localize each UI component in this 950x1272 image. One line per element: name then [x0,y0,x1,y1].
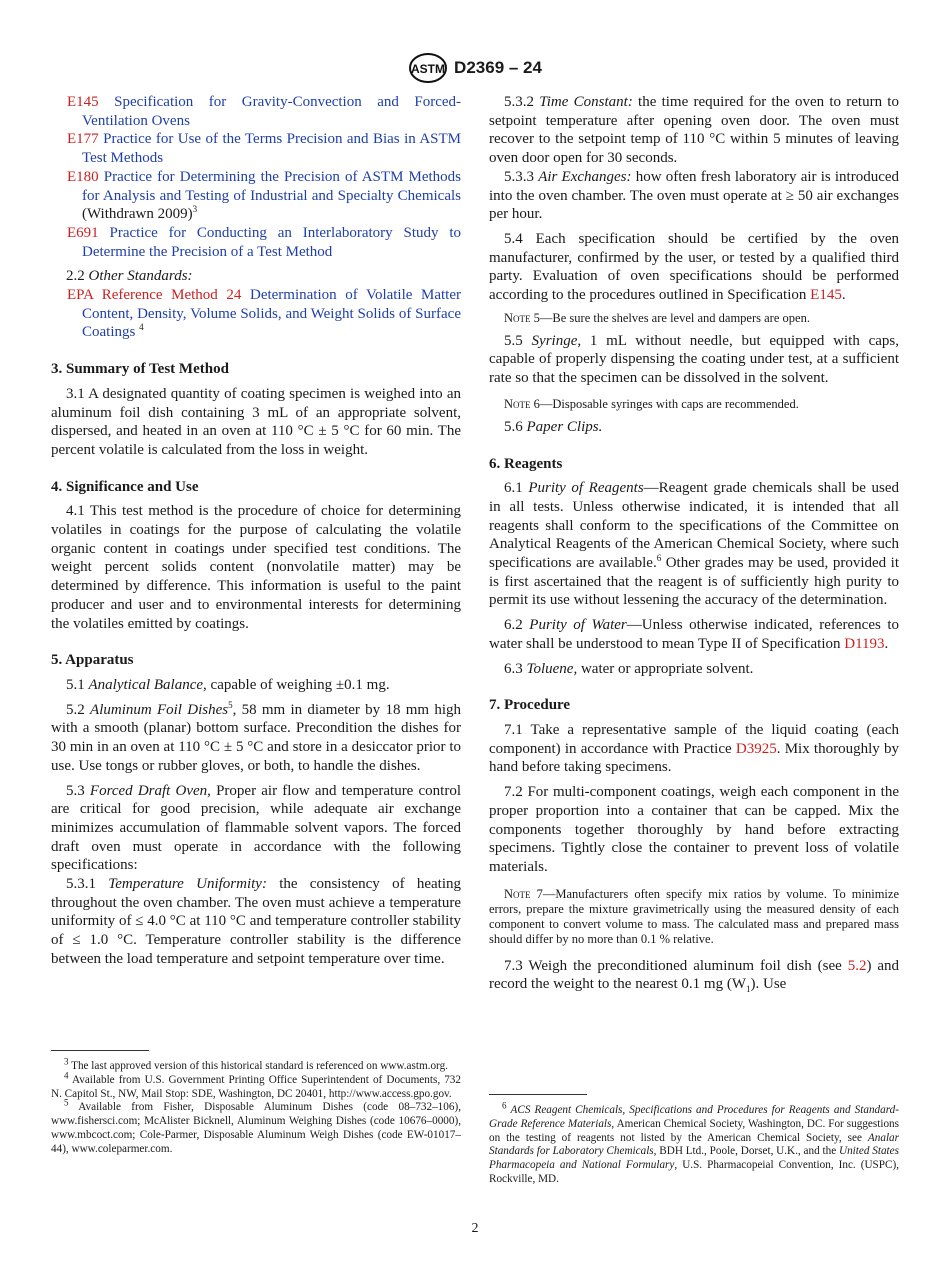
para-5-1: 5.1 Analytical Balance, capable of weighing ±0.1 mg. [66,676,390,693]
page-header [0,52,950,84]
footnote-divider [51,1050,149,1051]
section-3-heading: 3. Summary of Test Method [51,361,229,378]
reference-e180 [51,168,461,224]
ref-code-link[interactable]: E177 [67,131,99,148]
ref-code-link[interactable]: EPA Reference Method 24 [67,287,242,304]
footnote-ref: 6 [656,553,662,564]
para-7-1: 7.1 Take a representative sample of the liquid coating (each component) in accordance with Practice D3925. Mix thoroughly by hand before taking specimens. [489,721,899,776]
para-3-1: 3.1 A designated quantity of coating specimen is weighed into an aluminum foil dish containing 3 mL of an appropriate solvent, dispersed, and heated in an oven at 110 °C ± 5 °C for 60 min. The percent volatile is calculated from the loss in weight. [51,385,461,458]
para-6-3: 6.3 Toluene, water or appropriate solvent. [504,660,754,677]
note-6: Note 6—Disposable syringes with caps are recommended. [504,396,799,411]
note-5: Note 5—Be sure the shelves are level and dampers are open. [504,310,810,325]
footnote-ref: 3 [192,204,198,215]
para-7-2: 7.2 For multi-component coatings, weigh each component in the proper proportion into a container that can be capped. Mix the components together thoroughly by hand before extracting specimens. Tightly close the container to prevent loss of volatile materials. [489,784,899,875]
ref-code-link[interactable]: E180 [67,168,99,185]
para-5-3: 5.3 Forced Draft Oven, Proper air flow and temperature control are critical for good precision, while adequate air exchange minimizes accumulation of flammable solvent vapors. The forced draft oven must operate in accordance with the following specifications: [51,782,461,874]
practice-link-d3925[interactable]: D3925 [735,740,777,757]
left-footnotes [51,1056,461,1157]
para-6-1: 6.1 Purity of Reagents—Reagent grade chemicals shall be used in all tests. Unless otherwise indicated, it is intended that all reagents shall conform to the specifications of the Committee on Analytical Reagents of the American Chemical Society, where such specifications are available.$^6$ Other grades may be used, provided it is first ascertained that the reagent is of sufficiently high purity to permit its use without lessening the accuracy of the determination. [489,480,899,609]
section-link-5-2[interactable]: 5.2 [847,957,867,974]
spec-link-d1193[interactable]: D1193 [844,635,885,652]
reference-e145 [51,93,461,130]
astm-logo-icon [408,52,448,84]
para-5-3-1: 5.3.1 Temperature Uniformity: the consistency of heating throughout the oven chamber. The oven must achieve a temperature uniformity of ≤ 4.0 °C at 110 °C and temperature controller stability of ≤ 1.0 °C. Temperature controller stability is the difference between the load temperature and setpoint temperature over time. [51,876,461,967]
ref-title-link[interactable]: Practice for Determining the Precision of ASTM Methods for Analysis and Testing of Industrial and Specialty Chemicals [82,168,461,204]
section-6-heading: 6. Reagents [489,455,563,472]
reference-e691 [51,224,461,261]
other-standards-heading: 2.2 Other Standards: [66,268,193,285]
para-5-2: 5.2 Aluminum Foil Dishes$^5$, 58 mm in diameter by 18 mm high with a smooth (planar) bottom surface. Precondition the dishes for 30 min in an oven at 110 °C ± 5 °C and store in a desiccator prior to use. Use tongs or rubber gloves, or both, to handle the dishes. [51,699,461,774]
ref-code-link[interactable]: E145 [67,94,99,110]
para-6-2: 6.2 Purity of Water—Unless otherwise indicated, references to water shall be understood to mean Type II of Specification D1193. [489,617,899,652]
footnote-ref: 5 [228,699,233,710]
para-5-6: 5.6 Paper Clips. [504,418,603,435]
section-4-heading: 4. Significance and Use [51,478,199,495]
footnote-5: $^5$ Available from Fisher, Disposable Aluminum Dishes (code 08–732–106), www.fishersci.com; McAlister Bicknell, Aluminum Weighing Dishes (code 10676–0000), www.mbcoct.com; Cole-Parmer, Disposable Aluminum Weigh Dishes (code EW-01017–44), www.coleparmer.com. [51,1097,461,1155]
para-5-3-2: 5.3.2 Time Constant: the time required for the oven to return to setpoint temperature after opening oven door. The oven must recover to the setpoint temp of 110 °C within 5 minutes of leaving oven door open for 30 seconds. [489,94,899,167]
para-5-5: 5.5 Syringe, 1 mL without needle, but equipped with caps, capable of properly dispensing the coating under test, at a sufficient rate so that the specimen can be dissolved in the solvent. [489,332,899,387]
ref-title-link[interactable]: Practice for Use of the Terms Precision and Bias in ASTM Test Methods [82,131,462,167]
left-column [51,93,461,969]
document-number: D2369 – 24 [454,58,542,77]
reference-e177 [51,130,461,167]
ref-title-link[interactable]: Practice for Conducting an Interlaboratory Study to Determine the Precision of a Test Method [82,224,461,260]
para-7-3: 7.3 Weigh the preconditioned aluminum foil dish (see 5.2) and record the weight to the nearest 0.1 mg $(W_1)$. Use [489,957,900,995]
section-5-heading: 5. Apparatus [51,652,134,669]
note-7: Note 7—Manufacturers often specify mix ratios by volume. To minimize errors, prepare the mixture gravimetrically using the measured density of each component to convert volume to mass. The calculated mass and prepared mass should differ by no more than 0.1 % relative. [489,886,899,946]
footnote-4: $^4$ Available from U.S. Government Printing Office Superintendent of Documents, 732 N. Capitol St., NW, Mail Stop: SDE, Washington, DC 20401, http://www.access.gpo.gov. [51,1070,461,1100]
withdrawn-note: (Withdrawn 2009) [82,206,193,223]
para-5-4: 5.4 Each specification should be certified by the oven manufacturer, confirmed by the user, or tested by a qualified third party. Evaluation of oven specifications should be performed according to the procedures outlined in Specification E145. [489,230,899,304]
section-7-heading: 7. Procedure [489,697,571,714]
para-5-3-3: 5.3.3 Air Exchanges: how often fresh laboratory air is introduced into the oven chamber. The oven must operate at ≥ 50 air exchanges per hour. [489,168,900,223]
footnote-3: $^3$ The last approved version of this historical standard is referenced on www.astm.org. [64,1056,448,1072]
ref-title-link[interactable]: Determination of Volatile Matter Content, Density, Volume Solids, and Weight Solids of Surface Coatings [82,287,462,341]
spec-link-e145[interactable]: E145 [810,287,842,304]
ref-code-link[interactable]: E691 [67,224,99,241]
right-footnotes [489,1100,899,1187]
reference-epa24 [51,286,461,342]
footnote-divider [489,1094,587,1095]
para-4-1: 4.1 This test method is the procedure of choice for determining volatiles in coatings for the purpose of calculating the volatile organic content in coatings under specified test conditions. The weight percent solids content (nonvolatile matter) may be determined by difference. This information is useful to the paint producer and user and to environmental interests for determining the volatiles emitted by coatings. [51,503,461,632]
right-column [489,93,899,994]
svg-text:ASTM: ASTM [411,62,446,76]
footnote-6: $^6$ ACS Reagent Chemicals, Specifications and Procedures for Reagents and Standard-Grade Reference Materials, American Chemical Society, Washington, DC. For suggestions on the testing of reagents not listed by the American Chemical Society, see Analar Standards for Laboratory Chemicals, BDH Ltd., Poole, Dorset, U.K., and the United States Pharmacopeia and National Formulary, U.S. Pharmacopeial Convention, Inc. (USPC), Rockville, MD. [489,1100,899,1185]
footnote-ref: 4 [139,322,144,333]
page-number: 2 [471,1221,479,1236]
ref-title-link[interactable]: Specification for Gravity-Convection and Forced-Ventilation Ovens [82,94,461,129]
